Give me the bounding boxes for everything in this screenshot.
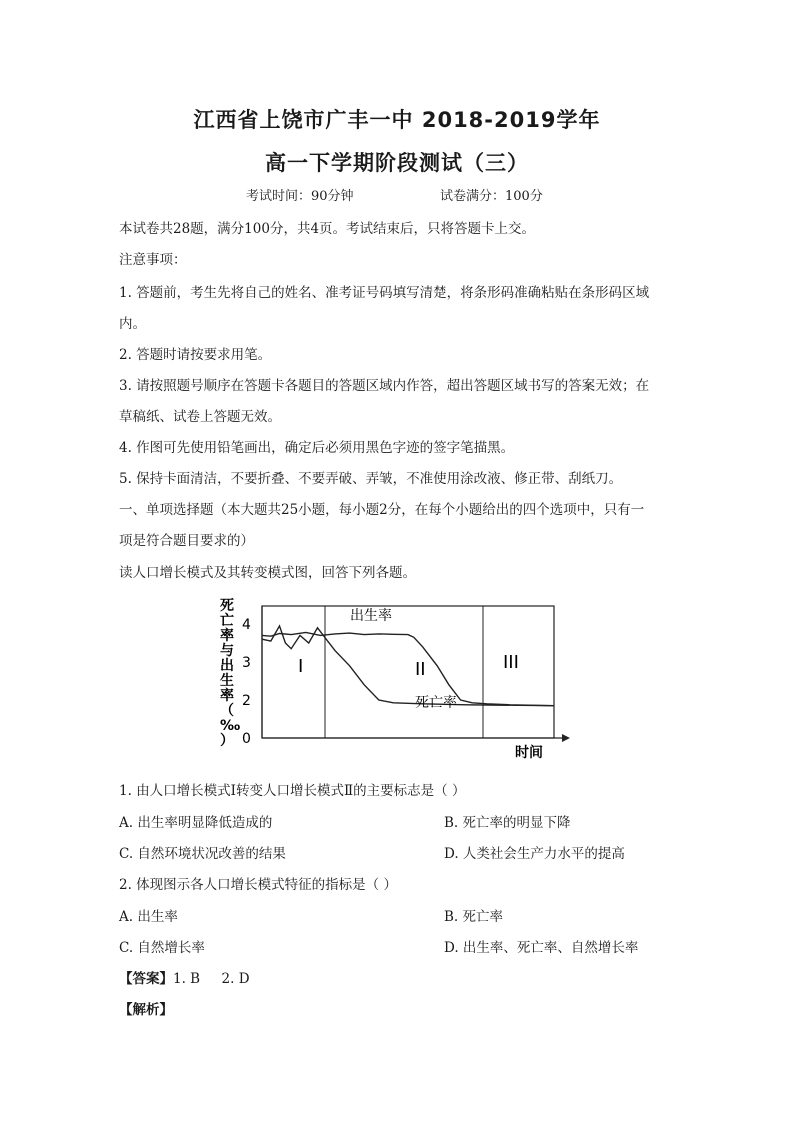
doc-title-line2: 高一下学期阶段测试（三） <box>265 151 529 175</box>
y-axis-label <box>220 598 240 749</box>
y-axis-label-char: 率 <box>220 688 234 704</box>
note-2: 2. 答题时请按要求用笔。 <box>119 347 272 363</box>
stage-label: III <box>503 652 519 673</box>
y-axis-label-char: 出 <box>220 658 234 674</box>
note-5: 5. 保持卡面清洁，不要折叠、不要弄破、弄皱，不准使用涂改液、修正带、刮纸刀。 <box>119 471 623 487</box>
exam-time: 考试时间：90分钟 <box>246 189 354 204</box>
q1-option-b: B. 死亡率的明显下降 <box>444 815 571 831</box>
section-heading-cont: 项是符合题目要求的） <box>119 533 254 549</box>
y-tick-label: 4 <box>242 617 251 633</box>
full-score: 试卷满分：100分 <box>440 189 543 204</box>
y-axis-label-char: 亡 <box>220 613 234 629</box>
y-axis-label-char: ‰ <box>220 718 241 734</box>
q2-option-c: C. 自然增长率 <box>119 940 205 956</box>
question-1: 1. 由人口增长模式Ⅰ转变人口增长模式Ⅱ的主要标志是（ ） <box>119 783 466 799</box>
analysis-label: 【解析】 <box>119 1002 173 1018</box>
q2-option-a: A. 出生率 <box>119 909 178 925</box>
y-axis-label-char: 与 <box>220 643 234 659</box>
y-axis-label-char: 率 <box>220 628 234 644</box>
answer-text: 1. B 2. D <box>173 971 250 987</box>
q2-option-b: B. 死亡率 <box>444 909 504 925</box>
note-4: 4. 作图可先使用铅笔画出，确定后必须用黑色字迹的签字笔描黑。 <box>119 440 515 456</box>
intro-text: 本试卷共28题，满分100分，共4页。考试结束后，只将答题卡上交。 <box>119 221 536 237</box>
question-2: 2. 体现图示各人口增长模式特征的指标是（ ） <box>119 877 397 893</box>
series-label: 出生率 <box>350 608 392 624</box>
y-tick-label: 2 <box>242 693 251 709</box>
q2-option-d: D. 出生率、死亡率、自然增长率 <box>444 940 639 956</box>
y-tick-label: 3 <box>242 655 251 671</box>
y-axis-label-char: ） <box>220 733 234 749</box>
series-label: 死亡率 <box>415 695 457 711</box>
y-axis-label-char: （ <box>220 703 234 719</box>
answer-label: 【答案】 <box>119 971 173 987</box>
q1-option-a: A. 出生率明显降低造成的 <box>119 815 273 831</box>
question-prompt: 读人口增长模式及其转变模式图，回答下列各题。 <box>119 565 416 581</box>
y-tick-label: 0 <box>242 731 251 747</box>
stage-label: I <box>298 656 304 677</box>
x-axis-label: 时间 <box>515 745 543 761</box>
doc-title-line1: 江西省上饶市广丰一中 2018-2019学年 <box>193 108 601 132</box>
stage-label: II <box>415 659 426 680</box>
section-heading: 一、单项选择题（本大题共25小题，每小题2分，在每个小题给出的四个选项中，只有一 <box>119 502 645 518</box>
notes-heading: 注意事项： <box>119 252 187 268</box>
population-growth-chart <box>210 590 580 765</box>
q1-option-d: D. 人类社会生产力水平的提高 <box>444 846 625 862</box>
note-3: 3. 请按照题号顺序在答题卡各题目的答题区域内作答，超出答题区域书写的答案无效；在 <box>119 378 650 394</box>
answer-line <box>119 967 250 987</box>
note-1-cont: 内。 <box>119 316 146 332</box>
x-axis-arrow <box>562 734 570 742</box>
y-axis-label-char: 生 <box>220 673 234 689</box>
y-axis-label-char: 死 <box>220 598 234 614</box>
note-1: 1. 答题前，考生先将自己的姓名、准考证号码填写清楚，将条形码准确粘贴在条形码区域 <box>119 285 650 301</box>
q1-option-c: C. 自然环境状况改善的结果 <box>119 846 286 862</box>
note-3-cont: 草稿纸、试卷上答题无效。 <box>119 409 281 425</box>
